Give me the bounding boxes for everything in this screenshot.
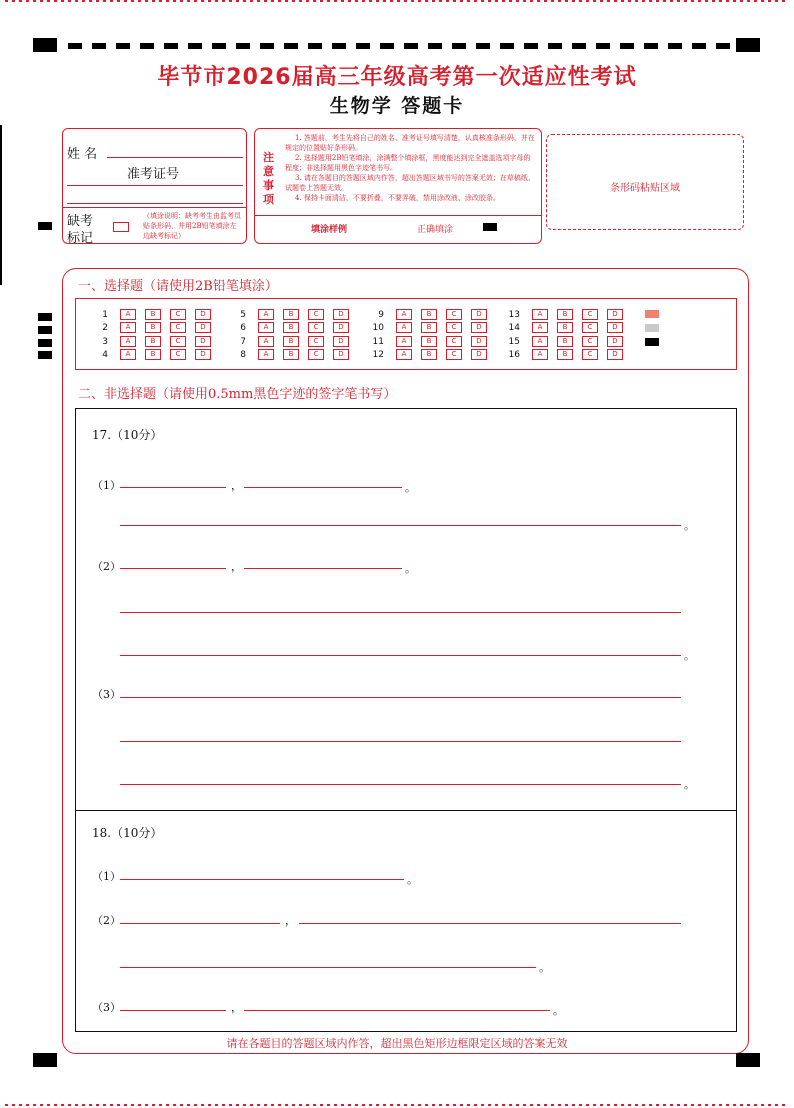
mc-option-b-bubble[interactable]: B xyxy=(557,336,573,347)
mc-option-d-bubble[interactable]: D xyxy=(333,309,349,320)
sample-label: 填涂样例 xyxy=(311,225,348,235)
mc-option-d-bubble[interactable]: D xyxy=(607,309,623,320)
mc-option-c-bubble[interactable]: C xyxy=(582,309,598,320)
section1-title: 一、选择题（请使用2B铅笔填涂） xyxy=(78,279,278,294)
mc-option-a-bubble[interactable]: A xyxy=(120,322,136,333)
note-3: 3. 请在各题目的答题区域内作答，超出答题区域书写的答案无效；在草稿纸、试题卷上答题无效。 xyxy=(285,174,535,192)
q18-2-blank-a[interactable] xyxy=(120,923,280,924)
mc-question-number: 3 xyxy=(102,337,108,347)
absent-label-2: 标记 xyxy=(67,231,94,246)
mc-option-d-bubble[interactable]: D xyxy=(195,309,211,320)
q17-2-comma: ， xyxy=(231,560,242,573)
mc-question-number: 13 xyxy=(508,310,520,320)
section2-title: 二、非选择题（请使用0.5mm黑色字迹的签字笔书写） xyxy=(78,387,397,402)
notes-divider xyxy=(255,215,541,216)
q17-2-blank-c[interactable] xyxy=(120,612,681,613)
correct-label: 正确填涂 xyxy=(417,225,454,235)
side-marker xyxy=(38,313,52,321)
mc-question-2 xyxy=(88,322,220,333)
mc-option-a-bubble[interactable]: A xyxy=(396,322,412,333)
q18-part3-label: （3） xyxy=(92,1001,121,1014)
q17-2-blank-d[interactable] xyxy=(120,655,681,656)
barcode-label: 条形码粘贴区域 xyxy=(610,183,680,194)
absent-label-1: 缺考 xyxy=(67,214,94,229)
mc-question-number: 6 xyxy=(240,323,246,333)
notes-list xyxy=(285,133,537,203)
mc-option-d-bubble[interactable]: D xyxy=(607,349,623,360)
mc-option-a-bubble[interactable]: A xyxy=(120,309,136,320)
q18-box xyxy=(75,810,737,1032)
q17-2-blank-b[interactable] xyxy=(244,568,402,569)
mc-option-d-bubble[interactable]: D xyxy=(607,322,623,333)
mc-question-6 xyxy=(226,322,358,333)
mc-question-number: 9 xyxy=(378,310,384,320)
exam-id-line-2[interactable] xyxy=(67,203,243,204)
mc-option-d-bubble[interactable]: D xyxy=(471,322,487,333)
q17-1c-period: 。 xyxy=(684,519,695,532)
mc-option-d-bubble[interactable]: D xyxy=(333,336,349,347)
mc-option-a-bubble[interactable]: A xyxy=(120,336,136,347)
mc-option-d-bubble[interactable]: D xyxy=(195,336,211,347)
corner-marker-br xyxy=(736,1053,760,1067)
mc-option-a-bubble[interactable]: A xyxy=(532,309,548,320)
mc-option-a-bubble[interactable]: A xyxy=(258,309,274,320)
note-4: 4. 保持卡面清洁，不要折叠，不要弄破，禁用涂改液、涂改胶条。 xyxy=(295,194,500,202)
q17-1-blank-b[interactable] xyxy=(244,487,402,488)
q18-2-blank-c[interactable] xyxy=(120,967,536,968)
mc-option-a-bubble[interactable]: A xyxy=(120,349,136,360)
mc-option-a-bubble[interactable]: A xyxy=(396,349,412,360)
mc-option-c-bubble[interactable]: C xyxy=(446,322,462,333)
q18-1-period: 。 xyxy=(407,873,418,886)
corner-marker-tr xyxy=(736,38,760,52)
q17-2d-period: 。 xyxy=(684,649,695,662)
mc-question-5 xyxy=(226,309,358,320)
mc-question-number: 5 xyxy=(240,310,246,320)
mc-option-d-bubble[interactable]: D xyxy=(607,336,623,347)
mc-question-10 xyxy=(364,322,496,333)
q18-3-comma: ， xyxy=(231,1001,242,1014)
left-edge-line xyxy=(0,125,2,285)
sample-fill-light xyxy=(645,310,659,318)
q17-1-blank-c[interactable] xyxy=(120,525,681,526)
mc-option-b-bubble[interactable]: B xyxy=(145,322,161,333)
mc-question-number: 8 xyxy=(240,350,246,360)
mc-question-number: 15 xyxy=(508,337,520,347)
mc-option-b-bubble[interactable]: B xyxy=(145,349,161,360)
mc-option-c-bubble[interactable]: C xyxy=(446,309,462,320)
mc-option-c-bubble[interactable]: C xyxy=(446,336,462,347)
q18-3-blank-b[interactable] xyxy=(244,1010,550,1011)
mc-option-d-bubble[interactable]: D xyxy=(195,322,211,333)
mc-question-number: 1 xyxy=(102,310,108,320)
mc-option-b-bubble[interactable]: B xyxy=(283,349,299,360)
mc-option-b-bubble[interactable]: B xyxy=(145,336,161,347)
q17-3-blank-c[interactable] xyxy=(120,784,681,785)
card-subtitle: 生物学 答题卡 xyxy=(329,95,465,117)
q18-3-blank-a[interactable] xyxy=(120,1010,226,1011)
exam-id-label: 准考证号 xyxy=(127,167,180,182)
mc-question-4 xyxy=(88,349,220,360)
notes-box xyxy=(254,128,542,244)
mc-option-b-bubble[interactable]: B xyxy=(283,309,299,320)
mc-question-3 xyxy=(88,336,220,347)
mc-question-15 xyxy=(500,336,632,347)
mc-option-d-bubble[interactable]: D xyxy=(471,309,487,320)
mc-option-b-bubble[interactable]: B xyxy=(557,322,573,333)
mc-option-a-bubble[interactable]: A xyxy=(258,322,274,333)
mc-option-b-bubble[interactable]: B xyxy=(421,322,437,333)
q18-2-blank-b[interactable] xyxy=(299,923,681,924)
mc-option-d-bubble[interactable]: D xyxy=(333,322,349,333)
mc-option-b-bubble[interactable]: B xyxy=(283,322,299,333)
mc-option-a-bubble[interactable]: A xyxy=(396,309,412,320)
corner-marker-bl xyxy=(33,1053,57,1067)
exam-id-line[interactable] xyxy=(67,185,243,186)
student-info-box xyxy=(62,128,247,244)
mc-option-c-bubble[interactable]: C xyxy=(170,336,186,347)
mc-option-c-bubble[interactable]: C xyxy=(308,349,324,360)
mc-question-7 xyxy=(226,336,358,347)
mc-option-b-bubble[interactable]: B xyxy=(283,336,299,347)
mc-question-number: 10 xyxy=(372,323,384,333)
mc-option-c-bubble[interactable]: C xyxy=(170,322,186,333)
name-label: 姓 名 xyxy=(67,147,98,162)
q17-3-blank-a[interactable] xyxy=(120,697,681,698)
mc-option-a-bubble[interactable]: A xyxy=(532,336,548,347)
mc-option-c-bubble[interactable]: C xyxy=(446,349,462,360)
mc-option-c-bubble[interactable]: C xyxy=(308,336,324,347)
q17-title: 17.（10分） xyxy=(92,428,163,442)
mc-question-number: 4 xyxy=(102,350,108,360)
notes-title: 注 意 事 项 xyxy=(263,151,274,206)
absent-note: （填涂说明：缺考考生由监考员贴条形码，并用2B铅笔填涂左边缺考标记） xyxy=(143,212,241,240)
mc-option-c-bubble[interactable]: C xyxy=(170,349,186,360)
mc-option-d-bubble[interactable]: D xyxy=(471,349,487,360)
side-marker xyxy=(38,339,52,347)
mc-option-c-bubble[interactable]: C xyxy=(308,309,324,320)
sample-fill-gray xyxy=(645,324,659,332)
q18-2c-period: 。 xyxy=(539,961,550,974)
mc-option-a-bubble[interactable]: A xyxy=(258,349,274,360)
q17-2-period: 。 xyxy=(405,562,416,575)
mc-question-number: 2 xyxy=(102,323,108,333)
side-marker xyxy=(38,326,52,334)
mc-question-number: 11 xyxy=(372,337,384,347)
exam-title: 毕节市2026届高三年级高考第一次适应性考试 xyxy=(157,65,637,90)
corner-marker-tl xyxy=(33,38,57,52)
mc-question-14 xyxy=(500,322,632,333)
q17-1-comma: ， xyxy=(231,479,242,492)
mc-option-b-bubble[interactable]: B xyxy=(421,336,437,347)
mc-question-13 xyxy=(500,309,632,320)
mc-option-c-bubble[interactable]: C xyxy=(582,349,598,360)
q17-part2-label: （2） xyxy=(92,560,121,573)
barcode-area xyxy=(546,134,744,230)
timing-bar xyxy=(68,43,733,49)
note-2: 2. 选择题用2B铅笔填涂，涂满整个填涂框，黑度能达到完全遮盖选项字母的程度；非选择题用黑色字迹笔书写。 xyxy=(285,154,531,172)
mc-option-b-bubble[interactable]: B xyxy=(557,309,573,320)
bottom-dotted-edge xyxy=(5,1104,789,1106)
q17-part3-label: （3） xyxy=(92,688,121,701)
mc-option-c-bubble[interactable]: C xyxy=(582,336,598,347)
footer-warning: 请在各题目的答题区域内作答，超出黑色矩形边框限定区域的答案无效 xyxy=(226,1037,568,1050)
mc-question-number: 7 xyxy=(240,337,246,347)
mc-option-c-bubble[interactable]: C xyxy=(582,322,598,333)
sample-fill-black xyxy=(645,338,659,346)
mc-question-12 xyxy=(364,349,496,360)
mc-question-11 xyxy=(364,336,496,347)
note-1: 1. 答题前，考生先将自己的姓名、准考证号填写清楚，认真核准条形码，并在规定的位置贴好条形码。 xyxy=(285,134,535,152)
mc-option-c-bubble[interactable]: C xyxy=(170,309,186,320)
mc-option-b-bubble[interactable]: B xyxy=(421,349,437,360)
q18-title: 18.（10分） xyxy=(92,826,163,840)
name-line[interactable] xyxy=(107,157,243,158)
q17-2-blank-a[interactable] xyxy=(120,568,226,569)
mc-question-8 xyxy=(226,349,358,360)
mc-question-1 xyxy=(88,309,220,320)
mc-option-d-bubble[interactable]: D xyxy=(333,349,349,360)
q18-part1-label: （1） xyxy=(92,870,121,883)
q17-box xyxy=(75,408,737,811)
divider xyxy=(63,207,246,208)
q17-1-period: 。 xyxy=(405,481,416,494)
q18-1-blank[interactable] xyxy=(120,879,404,880)
mc-question-number: 14 xyxy=(508,323,520,333)
mc-option-a-bubble[interactable]: A xyxy=(396,336,412,347)
q17-part1-label: （1） xyxy=(92,479,121,492)
q17-3-blank-b[interactable] xyxy=(120,741,681,742)
side-marker xyxy=(38,351,52,359)
mc-option-a-bubble[interactable]: A xyxy=(532,322,548,333)
mc-option-b-bubble[interactable]: B xyxy=(421,309,437,320)
mc-option-b-bubble[interactable]: B xyxy=(557,349,573,360)
mc-question-number: 16 xyxy=(508,350,520,360)
mc-option-d-bubble[interactable]: D xyxy=(195,349,211,360)
q18-3-period: 。 xyxy=(553,1004,564,1017)
correct-fill-sample xyxy=(483,223,497,231)
mc-question-9 xyxy=(364,309,496,320)
mc-question-number: 12 xyxy=(372,350,384,360)
q17-1-blank-a[interactable] xyxy=(120,487,226,488)
mc-option-a-bubble[interactable]: A xyxy=(258,336,274,347)
top-dotted-edge xyxy=(5,0,789,2)
mc-option-d-bubble[interactable]: D xyxy=(471,336,487,347)
mc-option-b-bubble[interactable]: B xyxy=(145,309,161,320)
mc-question-16 xyxy=(500,349,632,360)
mc-option-a-bubble[interactable]: A xyxy=(532,349,548,360)
q17-3c-period: 。 xyxy=(684,778,695,791)
mc-option-c-bubble[interactable]: C xyxy=(308,322,324,333)
side-marker xyxy=(38,222,52,230)
absent-bubble[interactable] xyxy=(113,222,129,232)
q18-2-comma: ， xyxy=(285,914,296,927)
q18-part2-label: （2） xyxy=(92,914,121,927)
